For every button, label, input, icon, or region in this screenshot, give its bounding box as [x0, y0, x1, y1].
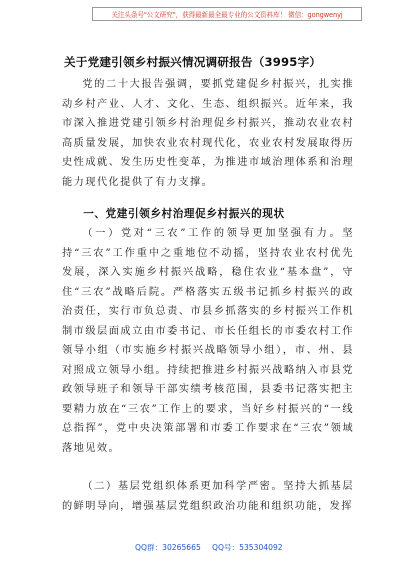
promo-banner-text: 关注头条号"公文研究"，获得最新最全最专业的公文资料库！ 微信：gongwenyj	[111, 11, 343, 19]
paragraph-2: （二）基层党组织体系更加科学严密。坚持大抓基层的鲜明导向，增强基层党组织政治功能和组织功能，发挥	[62, 481, 354, 512]
page-footer	[0, 542, 408, 556]
section-heading-1: 一、党建引领乡村治理促乡村振兴的现状	[83, 208, 285, 220]
footer-qq-number: QQ号：535304092	[212, 543, 283, 552]
document-title: 关于党建引领乡村振兴情况调研报告（3995字）	[64, 55, 322, 69]
intro-paragraph: 党的二十大报告强调，要抓党建促乡村振兴，扎实推动乡村产业、人才、文化、生态、组织振兴。近年来，我市深入推进党建引领乡村治理促乡村振兴，推动农业农村高质量发展，加快农业农村现代化，农业农村发展取得历史性成就、发生历史性变革，为推进市域治理体系和治理能力现代化提供了有力支撑。	[62, 79, 354, 188]
promo-banner	[92, 7, 362, 21]
paragraph-1: （一）党对“三农”工作的领导更加坚强有力。坚持“三农”工作重中之重地位不动摇，坚持农业农村优先发展，深入实施乡村振兴战略，稳住农业“基本盘”，守住“三农”战略后院。严格落实五级书记抓乡村振兴的政治责任，实行市负总责、市县乡抓落实的乡村振兴工作机制市级层面成立由市委书记、市长任组长的市委农村工作领导小组（市实施乡村振兴战略领导小组），市、州、县对照成立领导小组。持续把推进乡村振兴战略纳入市县党政领导班子和领导干部实绩考核范围，县委书记落实把主要精力放在“三农”工作上的要求，当好乡村振兴的“一线总指挥”，党中央决策部署和市委工作要求在“三农”领域落地见效。	[62, 228, 354, 455]
footer-qq-group: QQ群：30265665	[135, 543, 201, 552]
